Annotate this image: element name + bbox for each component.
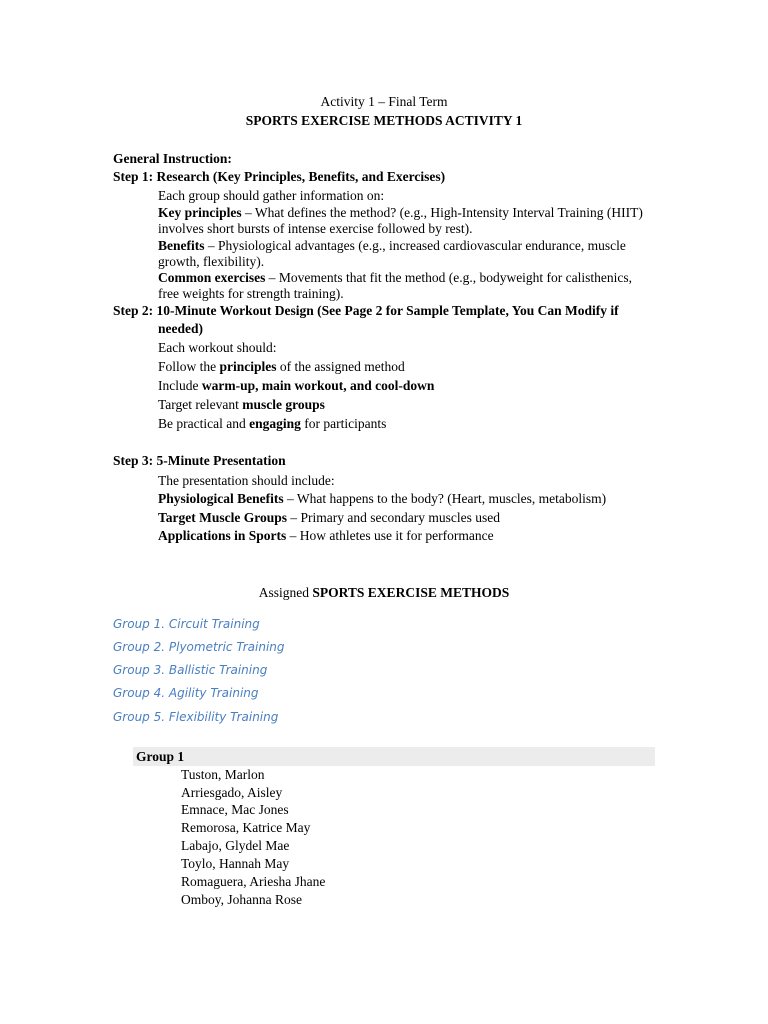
step1-key-principles (158, 206, 643, 220)
key-principles-label: Key principles (158, 205, 242, 220)
group1-title: Group 1 (136, 749, 185, 764)
assigned-prefix: Assigned (258, 585, 313, 600)
step2-item4-pre: Be practical and (158, 416, 250, 431)
step2-item2-bold: warm-up, main workout, and cool-down (201, 378, 435, 393)
step1-common-exercises-cont: free weights for strength training). (158, 286, 344, 301)
group1-member: Labajo, Glydel Mae (181, 838, 290, 853)
step2-item3-bold: muscle groups (242, 397, 325, 412)
step1-intro: Each group should gather information on: (158, 188, 385, 203)
step3-item-applications (158, 529, 494, 543)
step2-item-engaging (158, 417, 386, 431)
group-link-2[interactable]: Group 2. Plyometric Training (113, 640, 285, 654)
step2-item1-bold: principles (219, 359, 277, 374)
step3-item1-text: – What happens to the body? (Heart, muscles, metabolism) (283, 491, 607, 506)
general-instruction-heading: General Instruction: (113, 151, 232, 166)
step2-item1-pre: Follow the (158, 359, 220, 374)
step1-heading: Step 1: Research (Key Principles, Benefits, and Exercises) (113, 169, 446, 184)
step1-benefits-cont: growth, flexibility). (158, 254, 265, 269)
step1-benefits (158, 239, 626, 253)
step3-item2-label: Target Muscle Groups (158, 510, 288, 525)
group-link-3[interactable]: Group 3. Ballistic Training (113, 663, 268, 677)
step3-heading: Step 3: 5-Minute Presentation (113, 453, 286, 468)
benefits-label: Benefits (158, 238, 205, 253)
step3-item-physiological (158, 492, 606, 506)
step1-common-exercises (158, 271, 632, 285)
common-exercises-label: Common exercises (158, 270, 266, 285)
step2-item4-bold: engaging (249, 416, 301, 431)
step2-item-muscles (158, 398, 325, 412)
group1-member: Remorosa, Katrice May (181, 820, 311, 835)
main-title: SPORTS EXERCISE METHODS ACTIVITY 1 (245, 113, 523, 128)
group-link-5[interactable]: Group 5. Flexibility Training (113, 710, 279, 724)
step2-heading-cont: needed) (158, 321, 203, 336)
group1-member: Toylo, Hannah May (181, 856, 290, 871)
group1-member: Tuston, Marlon (181, 767, 265, 782)
assigned-bold: SPORTS EXERCISE METHODS (312, 585, 510, 600)
benefits-text: – Physiological advantages (e.g., increased cardiovascular endurance, muscle (204, 238, 626, 253)
common-exercises-text: – Movements that fit the method (e.g., bodyweight for calisthenics, (265, 270, 633, 285)
step1-key-principles-cont: involves short bursts of intense exercise followed by rest). (158, 221, 473, 236)
group1-member: Emnace, Mac Jones (181, 802, 289, 817)
group1-member: Arriesgado, Aisley (181, 785, 283, 800)
group-link-4[interactable]: Group 4. Agility Training (113, 686, 259, 700)
step2-heading: Step 2: 10-Minute Workout Design (See Page 2 for Sample Template, You Can Modify if (113, 303, 619, 318)
step2-item4-post: for participants (300, 416, 387, 431)
step2-item1-post: of the assigned method (276, 359, 405, 374)
step3-item2-text: – Primary and secondary muscles used (287, 510, 500, 525)
step2-item2-pre: Include (158, 378, 202, 393)
step2-item-principles (158, 360, 405, 374)
activity-title: Activity 1 – Final Term (320, 94, 448, 109)
step2-intro: Each workout should: (158, 340, 277, 355)
step3-intro: The presentation should include: (158, 473, 335, 488)
step3-item3-label: Applications in Sports (158, 528, 287, 543)
group1-header-bar (133, 747, 655, 766)
group1-member: Romaguera, Ariesha Jhane (181, 874, 326, 889)
key-principles-text: – What defines the method? (e.g., High-Intensity Interval Training (HIIT) (241, 205, 643, 220)
step3-item1-label: Physiological Benefits (158, 491, 284, 506)
step3-item-muscle-groups (158, 511, 500, 525)
group-link-1[interactable]: Group 1. Circuit Training (113, 617, 260, 631)
step2-item3-pre: Target relevant (158, 397, 243, 412)
group1-member: Omboy, Johanna Rose (181, 892, 302, 907)
step3-item3-text: – How athletes use it for performance (286, 528, 494, 543)
step2-item-warmup (158, 379, 434, 393)
assigned-heading (0, 586, 768, 600)
